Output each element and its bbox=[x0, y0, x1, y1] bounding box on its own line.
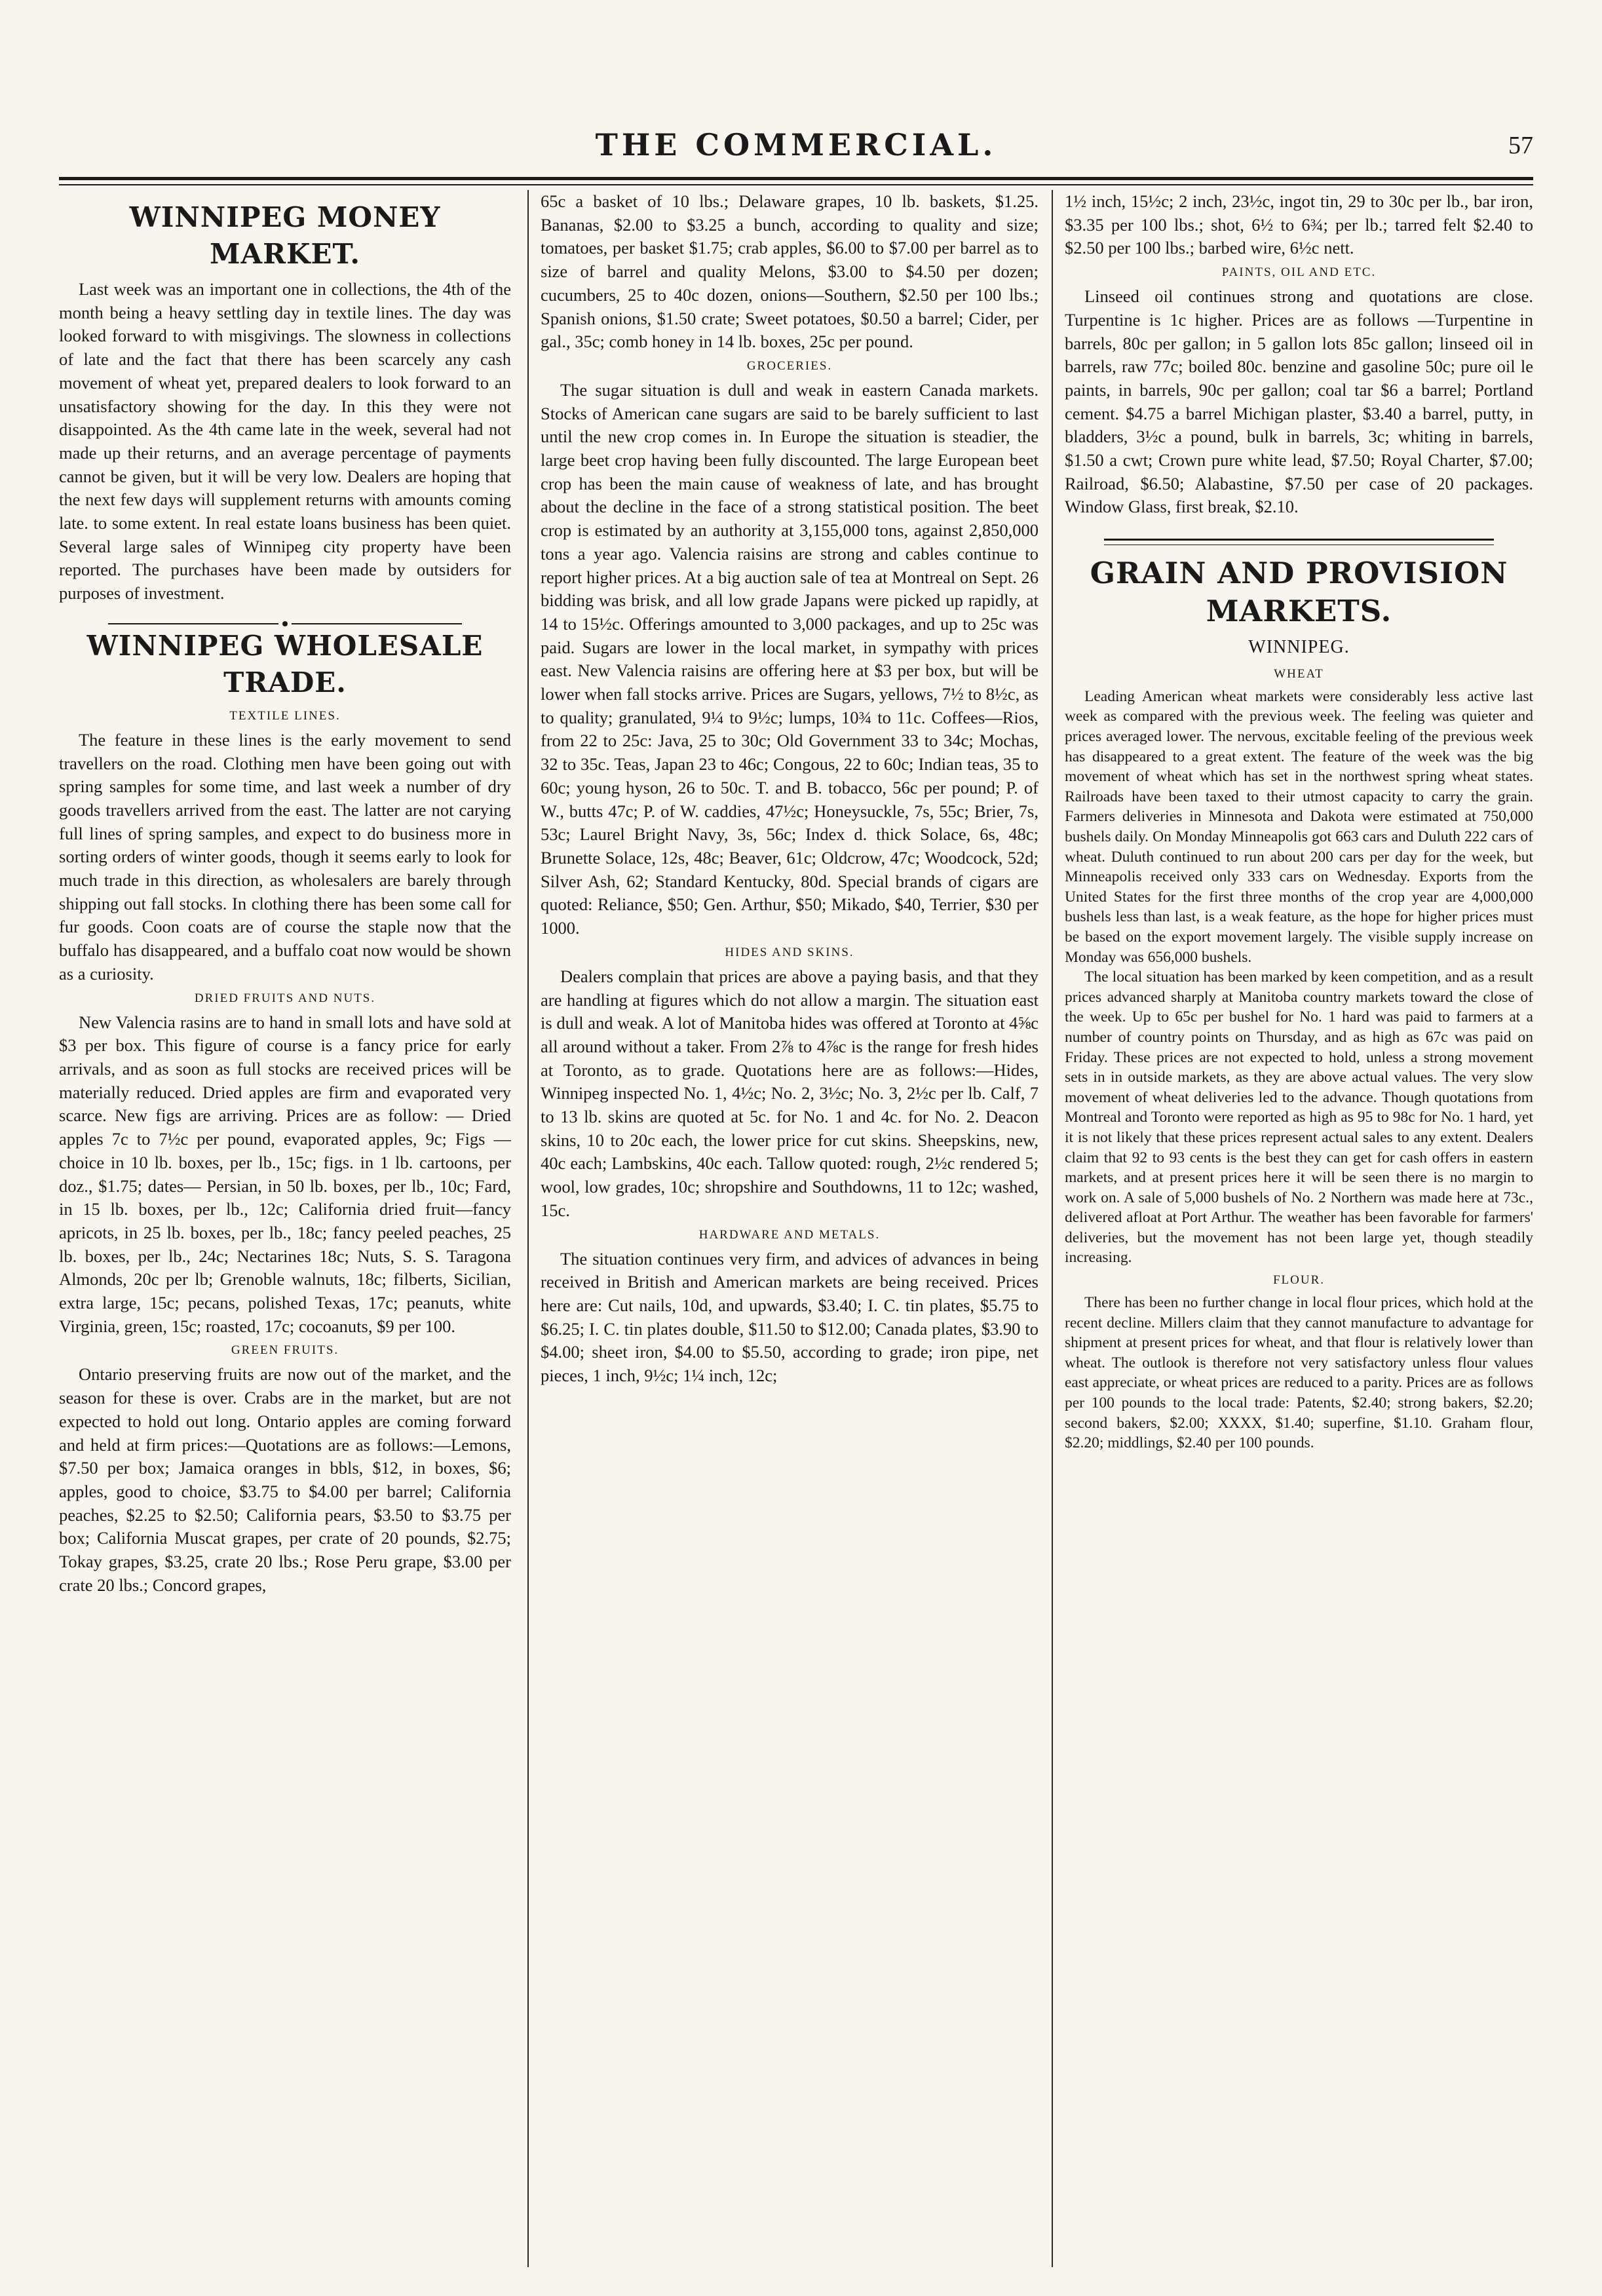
wheat-subhead: WHEAT bbox=[1274, 666, 1324, 681]
grain-place: WINNIPEG. bbox=[1248, 637, 1350, 658]
green-fruits-subhead: GREEN FRUITS. bbox=[231, 1343, 339, 1358]
wheat-body: Leading American wheat markets were considerably less active last week as compared with the previous week. The feeling was quieter and prices averaged lower. The nervous, excitable feeling of the previous week has disappeared to a great extent. The feature of the week was the big movement of wheat which has set in the northwest spring wheat states. Railroads have been taxed to their utmost capacity to carry the grain. Farmers deliveries in Minnesota and Dakota were estimated at 750,000 bushels daily. On Monday Minneapolis got 663 cars and Duluth 222 cars of wheat. Duluth continued to run about 200 cars per day for the week, but Minneapolis received only 333 cars on Wednesday. Exports from the United States for the first three months of the crop year are 4,000,000 bushels less than last, is a weak feature, as the hope for higher prices must be based on the export movement largely. The visible supply increase on Monday was 656,000 bushels. bbox=[1065, 687, 1533, 966]
column-2 bbox=[541, 190, 1039, 2267]
column-divider bbox=[527, 190, 529, 2267]
grain-headline: GRAIN AND PROVISION MARKETS. bbox=[1090, 556, 1508, 629]
dried-fruits-body: New Valencia rasins are to hand in small lots and have sold at $3 per box. This figure of course is a fancy price for early arrivals, and as soon as full stocks are received prices will be materially reduced. Dried apples are firm and evaporated very scarce. New figs are arriving. Prices are as follow: — Dried apples 7c to 7½c per pound, evaporated apples, 9c; Figs —choice in 10 lb. boxes, per lb., 15c; figs. in 1 lb. cartoons, per doz., $1.75; dates— Persian, in 50 lb. boxes, per lb., 10c; Fard, in 15 lb. boxes, per lb., 12c; California dried fruit—fancy apricots, in 25 lb. boxes, per lb., 18c; fancy peeled peaches, 25 lb. boxes, per lb., 24c; Nectarines 18c; Nuts, S. S. Taragona Almonds, 20c per lb; Grenoble walnuts, 18c; filberts, Sicilian, extra large, 15c; pecans, polished Texas, 17c; peanuts, white Virginia, green, 15c; roasted, 17c; cocoanuts, $9 per 100. bbox=[59, 1012, 511, 1336]
paints-body: Linseed oil continues strong and quotations are close. Turpentine is 1c higher. Prices are as follows —Turpentine in barrels, 80c per gallon; in 5 gallon lots 85c gallon; linseed oil in barrels, raw 77c; boiled 80c. benzine and gasoline 50c; pure oil le paints, in barrels, 90c per gallon; coal tar $6 a barrel; Portland cement. $4.75 a barrel Michigan plaster, $3.40 a barrel, putty, in bladders, 3½c a pound, bulk in barrels, 3c; whiting in barrels, $1.50 a cwt; Crown pure white lead, $7.50; Royal Charter, $7.00; Railroad, $6.50; Alabastine, $7.50 per case of 20 packages. Window Glass, first break, $2.10. bbox=[1065, 286, 1533, 517]
masthead bbox=[59, 123, 1533, 169]
textile-body: The feature in these lines is the early movement to send travellers on the road. Clothing men have been going out with spring samples for some time, and last week a number of dry goods travellers arrived from the east. The latter are not carying full lines of spring samples, and expect to do business more in sorting orders of winter goods, though it seems early to look for much trade in this direction, as wholesalers are barely through shipping out fall stocks. In clothing there has been some call for fur goods. Coon coats are of course the staple now that the buffalo has disappeared, and a buffalo coat now would be shown as a curiosity. bbox=[59, 729, 511, 984]
green-fruits-body-continued: 65c a basket of 10 lbs.; Delaware grapes, 10 lb. baskets, $1.25. Bananas, $2.00 to $3.25 a bunch, according to quality and size; tomatoes, per basket $1.75; crab apples, $6.00 to $7.00 per barrel as to size of barrel and quality Melons, $3.00 to $4.50 per dozen; cucumbers, 25 to 40c dozen, onions—Southern, $2.50 per 100 lbs.; Spanish onions, $1.50 crate; Sweet potatoes, $0.50 a barrel; Cider, per gal., 35c; comb honey in 14 lb. boxes, 25c per pound. bbox=[541, 191, 1039, 352]
hides-subhead: HIDES AND SKINS. bbox=[725, 945, 854, 959]
page-number: 57 bbox=[1508, 132, 1533, 159]
paints-subhead: PAINTS, OIL AND ETC. bbox=[1221, 265, 1377, 280]
wheat-body-local: The local situation has been marked by keen competition, and as a result prices advanced sharply at Manitoba country markets toward the close of the week. Up to 65c per bushel for No. 1 hard was paid to farmers at a number of country points on Thursday, and as high as 67c was paid on Friday. These prices are not expected to hold, unless a strong movement sets in in outside markets, as they are above actual values. The very slow movement of wheat deliveries led to the advance. Though quotations from Montreal and Toronto were reported as high as 95 to 98c for No. 1 hard, yet it is not likely that these prices represent actual sales to any extent. Dealers claim that 92 to 93 cents is the best they can get for cash offers in eastern markets, and at present prices here it will be seen there is no margin to work on. A sale of 5,000 bushels of No. 2 Northern was made here at 73c., delivered afloat at Port Arthur. The weather has been favorable for farmers' deliveries, but the movement has not been large yet, though steadily increasing. bbox=[1065, 968, 1533, 1267]
money-market-headline: WINNIPEG MONEY MARKET. bbox=[129, 201, 441, 270]
column-divider bbox=[1052, 190, 1053, 2267]
groceries-subhead: GROCERIES. bbox=[746, 358, 833, 373]
groceries-body: The sugar situation is dull and weak in eastern Canada markets. Stocks of American cane sugars are said to be barely sufficient to last until the new crop comes in. In Europe the situation is steadier, the large beet crop having been fully discounted. The large European beet crop has been the main cause of weakness of late, and has brought about the decline in the face of a strong statistical position. The beet crop is estimated by an authority at 3,155,000 tons, against 2,850,000 tons a year ago. Valencia raisins are strong and cables continue to report higher prices. At a big auction sale of tea at Montreal on Sept. 26 bidding was brisk, and all low grade Japans were picked up rapidly, at 14 to 15½c. Offerings amounted to 3,000 packages, and up to 25c was paid. Sugars are lower in the local market, in sympathy with prices east. New Valencia raisins are offering here at $3 per box, but will be lower when fall stocks arrive. Prices are Sugars, yellows, 7½ to 8½c, as to quality; granulated, 9¼ to 9½c; lumps, 10¾ to 11c. Coffees—Rios, from 22 to 25c: Java, 25 to 30c; Old Government 33 to 34c; Mochas, 32 to 35c. Teas, Japan 23 to 46c; Congous, 22 to 60c; Indian teas, 35 to 60c; young hyson, 26 to 50c. T. and B. tobacco, 56c per pound; P. of W., butts 47c; P. of W. caddies, 47½c; Honeysuckle, 7s, 55c; Brier, 7s, 53c; Laurel Bright Navy, 3s, 56c; Index d. thick Solace, 6s, 48c; Brunette Solace, 12s, 48c; Beaver, 61c; Oldcrow, 47c; Woodcock, 52d; Silver Ash, 62; Standard Kentucky, 80d. Special brands of cigars are quoted: Reliance, $50; Gen. Arthur, $50; Mikado, $40, Terrier, $30 per 1000. bbox=[541, 379, 1039, 938]
hardware-subhead: HARDWARE AND METALS. bbox=[698, 1227, 881, 1242]
dried-fruits-subhead: DRIED FRUITS AND NUTS. bbox=[194, 991, 376, 1005]
green-fruits-body: Ontario preserving fruits are now out of the market, and the season for these is over. Crabs are in the market, but are not expected to hold out long. Ontario apples are coming forward and held at firm prices:—Quotations are as follows:—Lemons, $7.50 per box; Jamaica oranges in bbls, $12, in boxes, $6; apples, good to choice, $3.75 to $4.00 per barrel; California peaches, $2.25 to $2.50; California pears, $3.50 to $3.75 per box; California Muscat grapes, per crate of 20 pounds, $2.75; Tokay grapes, $3.25, crate 20 lbs.; Rose Peru grape, $3.00 per crate 20 lbs.; Concord grapes, bbox=[59, 1364, 511, 1595]
hardware-body-continued: 1½ inch, 15½c; 2 inch, 23½c, ingot tin, 29 to 30c per lb., bar iron, $3.35 per 100 lbs.; shot, 6½ to 6¾; per lb.; tarred felt $2.40 to $2.50 per 100 lbs.; barbed wire, 6½c nett. bbox=[1065, 191, 1533, 258]
hides-body: Dealers complain that prices are above a paying basis, and that they are handling at figures which do not allow a margin. The situation east is dull and weak. A lot of Manitoba hides was offered at Toronto at 4⅝c all around without a taker. From 2⅞ to 4⅞c is the range for fresh hides at Toronto, as to grade. Quotations here are as follows:—Hides, Winnipeg inspected No. 1, 4½c; No. 2, 3½c; No. 3, 2½c per lb. Calf, 7 to 13 lb. skins are quoted at 5c. for No. 1 and 4c. for No. 2. Deacon skins, 10 to 20c each, the lower price for cut skins. Sheepskins, new, 40c each; Lambskins, 40c each. Tallow quoted: rough, 2½c rendered 5; wool, low grades, 10c; shropshire and Southdowns, 11 to 12c; washed, 15c. bbox=[541, 966, 1039, 1220]
flour-body: There has been no further change in local flour prices, which hold at the recent decline. Millers claim that they cannot manufacture to advantage for shipment at present prices for wheat, and that flour is relatively lower than wheat. The outlook is therefore not very satisfactory unless flour values east appreciate, or wheat prices are reduced to a parity. Prices are as follows per 100 pounds to the local trade: Patents, $2.40; strong bakers, $2.20; second bakers, $2.00; XXXX, $1.40; superfine, $1.10. Graham flour, $2.20; middlings, $2.40 per 100 pounds. bbox=[1065, 1294, 1533, 1452]
header-rule-thin bbox=[59, 184, 1533, 185]
wholesale-trade-headline: WINNIPEG WHOLESALE TRADE. bbox=[86, 629, 484, 698]
column-3 bbox=[1065, 190, 1533, 2267]
section-rule bbox=[1104, 539, 1494, 545]
textile-subhead: TEXTILE LINES. bbox=[229, 708, 341, 723]
hardware-body: The situation continues very firm, and advices of advances in being received in British and American markets are being received. Prices here are: Cut nails, 10d, and upwards, $3.40; I. C. tin plates, $5.75 to $6.25; I. C. tin plates double, $11.50 to $12.00; Canada plates, $3.90 to $4.00; sheet iron, $4.00 to $5.50, according to grade; iron pipe, net pieces, 1 inch, 9½c; 1¼ inch, 12c; bbox=[541, 1248, 1039, 1386]
column-1 bbox=[59, 190, 511, 2267]
flour-subhead: FLOUR. bbox=[1272, 1273, 1325, 1288]
header-rule bbox=[59, 177, 1533, 180]
money-market-body: Last week was an important one in collections, the 4th of the month being a heavy settling day in textile lines. The day was looked forward to with misgivings. The slowness in collections of late and the fact that there has been scarcely any cash movement of wheat yet, prepared dealers to look forward to an unsatisfactory showing for the day. In this they were not disappointed. As the 4th came late in the week, several had not made up their returns, and an average percentage of payments cannot be given, but it will be very low. Dealers are hoping that the next few days will supplement returns with amounts coming late. to some extent. In real estate loans business has been quiet. Several large sales of Winnipeg city property have been reported. The purchases have been made by outsiders for purposes of investment. bbox=[59, 279, 511, 603]
publication-title: THE COMMERCIAL. bbox=[595, 127, 997, 163]
section-separator bbox=[59, 611, 511, 619]
